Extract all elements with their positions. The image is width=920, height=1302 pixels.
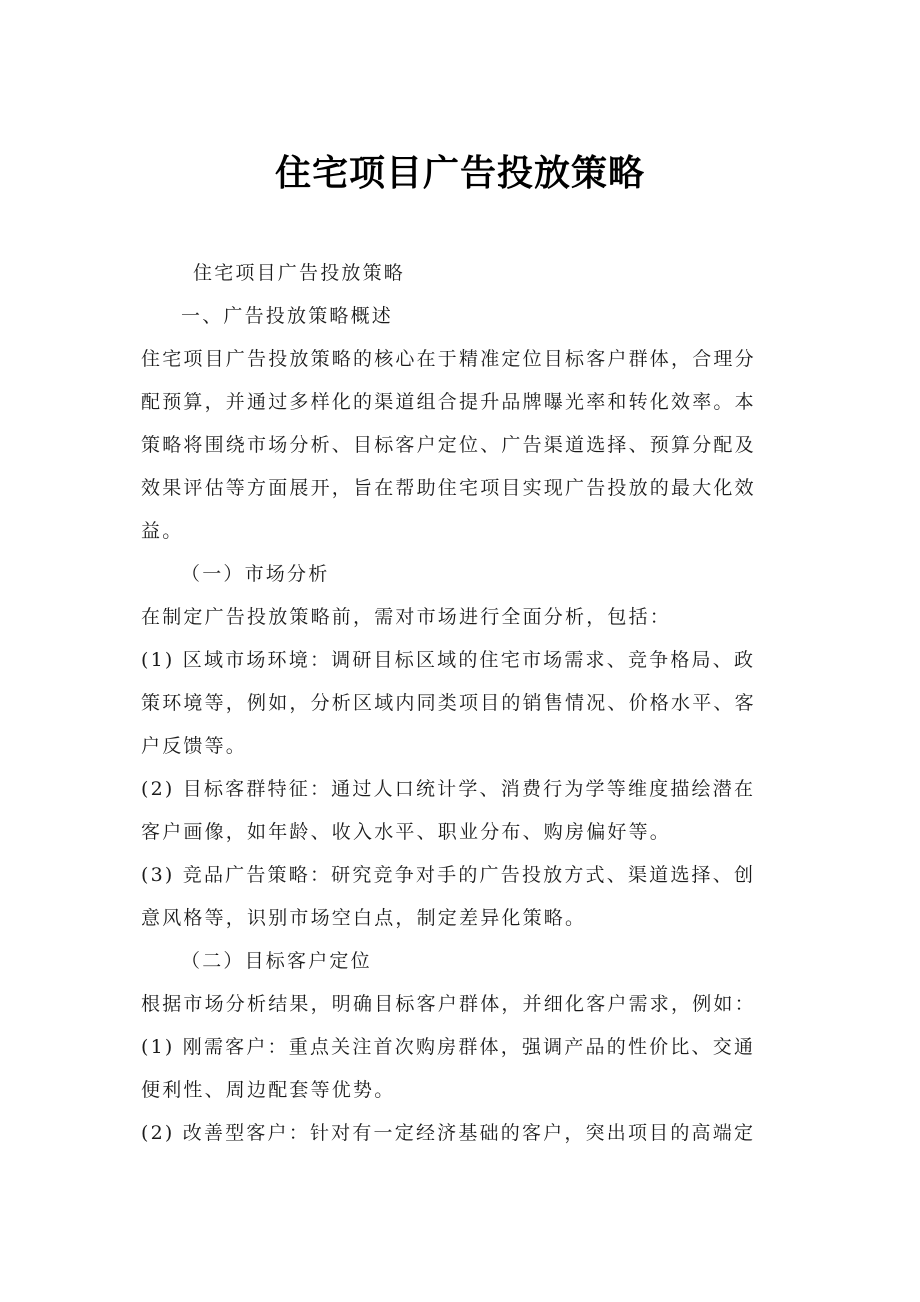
paragraph-line: 策略将围绕市场分析、目标客户定位、广告渠道选择、预算分配及 [141, 434, 756, 456]
section-heading-overview: 一、广告投放策略概述 [181, 305, 394, 327]
document-title: 住宅项目广告投放策略 [274, 153, 645, 194]
paragraph-line: 效果评估等方面展开，旨在帮助住宅项目实现广告投放的最大化效 [141, 477, 756, 499]
list-item-line: 户反馈等。 [141, 735, 248, 757]
document-body [141, 252, 769, 1155]
list-item-line: 便利性、周边配套等优势。 [141, 1079, 396, 1101]
subsection-heading-target-customers: （二）目标客户定位 [181, 950, 372, 972]
paragraph-line: 住宅项目广告投放策略的核心在于精准定位目标客户群体，合理分 [141, 348, 756, 370]
paragraph-line: 益。 [141, 520, 184, 542]
list-item-line: 策环境等，例如，分析区域内同类项目的销售情况、价格水平、客 [141, 692, 756, 714]
subsection-heading-market-analysis: （一）市场分析 [181, 563, 330, 585]
paragraph-line: 根据市场分析结果，明确目标客户群体，并细化客户需求，例如： [141, 993, 756, 1015]
list-item-line: (3) 竞品广告策略：研究竞争对手的广告投放方式、渠道选择、创 [141, 864, 756, 886]
subtitle-line: 住宅项目广告投放策略 [193, 262, 406, 284]
paragraph-line: 配预算，并通过多样化的渠道组合提升品牌曝光率和转化效率。本 [141, 391, 756, 413]
list-item-line: (1) 刚需客户：重点关注首次购房群体，强调产品的性价比、交通 [141, 1036, 756, 1058]
list-item-line: (1) 区域市场环境：调研目标区域的住宅市场需求、竞争格局、政 [141, 649, 756, 671]
paragraph-line: 在制定广告投放策略前，需对市场进行全面分析，包括： [141, 606, 672, 628]
list-item-line: 客户画像，如年龄、收入水平、职业分布、购房偏好等。 [141, 821, 672, 843]
list-item-line: 意风格等，识别市场空白点，制定差异化策略。 [141, 907, 587, 929]
list-item-line: (2) 目标客群特征：通过人口统计学、消费行为学等维度描绘潜在 [141, 778, 756, 800]
list-item-line: (2) 改善型客户：针对有一定经济基础的客户，突出项目的高端定 [141, 1122, 756, 1144]
